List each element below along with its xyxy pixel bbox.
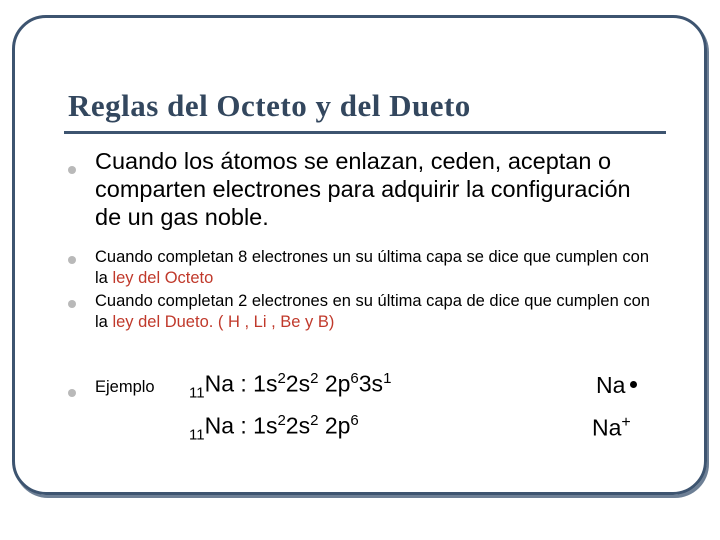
bullet-marker — [68, 389, 76, 397]
bullet-marker — [68, 256, 76, 264]
bullet-marker — [68, 166, 76, 174]
slide-title: Reglas del Octeto y del Dueto — [68, 88, 471, 123]
sodium-cation: Na+ — [592, 414, 631, 441]
ley-dueto-highlight: ley del Dueto. ( H , Li , Be y B) — [112, 313, 335, 331]
bullet-text-2-plain: Cuando completan 8 electrones un su última capa se dice que cumplen con la — [95, 248, 650, 287]
valence-electron-dot — [630, 381, 637, 388]
element-symbol: Na — [204, 370, 234, 397]
sodium-configuration-neutral: $_{11}$Na : $1s^22s^2$ $2p^63s^1$ — [189, 370, 392, 402]
sodium-lewis-neutral: Na — [596, 372, 637, 399]
sodium-configuration-ion: $_{11}$Na : $1s^22s^2$ $2p^6$ — [189, 412, 359, 444]
bullet-marker — [68, 300, 76, 308]
bullet-text-3-plain: Cuando completan 2 electrones en su última capa de dice que cumplen con la — [95, 292, 650, 331]
charge-plus: + — [621, 414, 631, 431]
bullet-text-3 — [95, 291, 655, 333]
atomic-number: 11 — [189, 426, 205, 444]
title-underline — [64, 131, 666, 134]
ley-octeto-highlight: ley del Octeto — [112, 269, 214, 287]
element-symbol: Na — [204, 412, 234, 439]
example-label: Ejemplo — [95, 378, 155, 396]
bullet-text-1: Cuando los átomos se enlazan, ceden, aceptan o comparten electrones para adquirir la configuración de un gas noble. — [95, 148, 631, 230]
bullet-text-2 — [95, 247, 655, 289]
atomic-number: 11 — [189, 384, 205, 402]
